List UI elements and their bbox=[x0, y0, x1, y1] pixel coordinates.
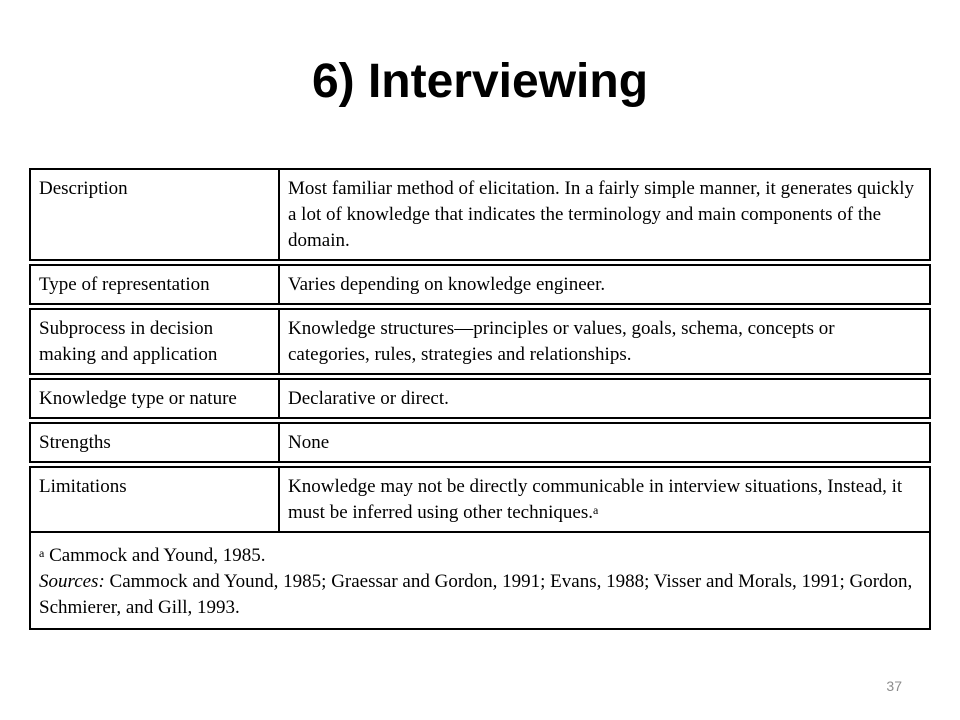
row-value: Knowledge structures—principles or values, goals, schema, concepts or categories, rules, strategies and relationships. bbox=[279, 309, 930, 374]
table-row-description bbox=[30, 169, 930, 260]
sources bbox=[39, 569, 921, 621]
table-footnote-row bbox=[30, 532, 930, 629]
row-label: Limitations bbox=[30, 467, 279, 532]
row-label: Type of representation bbox=[30, 265, 279, 304]
row-value: Declarative or direct. bbox=[279, 379, 930, 418]
method-table bbox=[29, 168, 931, 630]
limitations-text: Knowledge may not be directly communicable in interview situations, Instead, it must be inferred using other techniques. bbox=[288, 476, 903, 523]
row-value: Varies depending on knowledge engineer. bbox=[279, 265, 930, 304]
interviewing-table bbox=[29, 168, 931, 630]
footnote-marker: a bbox=[592, 503, 599, 517]
table-row-limitations bbox=[30, 467, 930, 532]
row-value: Most familiar method of elicitation. In a fairly simple manner, it generates quickly a lot of knowledge that indicates the terminology and main components of the domain. bbox=[279, 169, 930, 260]
row-label: Strengths bbox=[30, 423, 279, 462]
slide-title: 6) Interviewing bbox=[311, 55, 649, 108]
row-label: Knowledge type or nature bbox=[30, 379, 279, 418]
footnote-marker: a bbox=[39, 546, 45, 560]
table-row-type-of-representation bbox=[30, 265, 930, 304]
table-row-strengths bbox=[30, 423, 930, 462]
row-label: Subprocess in decision making and application bbox=[30, 309, 279, 374]
sources-label: Sources: bbox=[39, 571, 105, 592]
sources-text: Cammock and Yound, 1985; Graessar and Gordon, 1991; Evans, 1988; Visser and Morals, 1991; Gordon, Schmierer, and Gill, 1993. bbox=[39, 571, 913, 618]
row-label: Description bbox=[30, 169, 279, 260]
table-row-subprocess bbox=[30, 309, 930, 374]
footnote-cell bbox=[30, 532, 930, 629]
footnote bbox=[39, 543, 921, 569]
footnote-text: Cammock and Yound, 1985. bbox=[49, 545, 266, 566]
row-value bbox=[279, 467, 930, 532]
table-row-knowledge-type bbox=[30, 379, 930, 418]
row-value: None bbox=[279, 423, 930, 462]
page-number: 37 bbox=[886, 678, 902, 694]
